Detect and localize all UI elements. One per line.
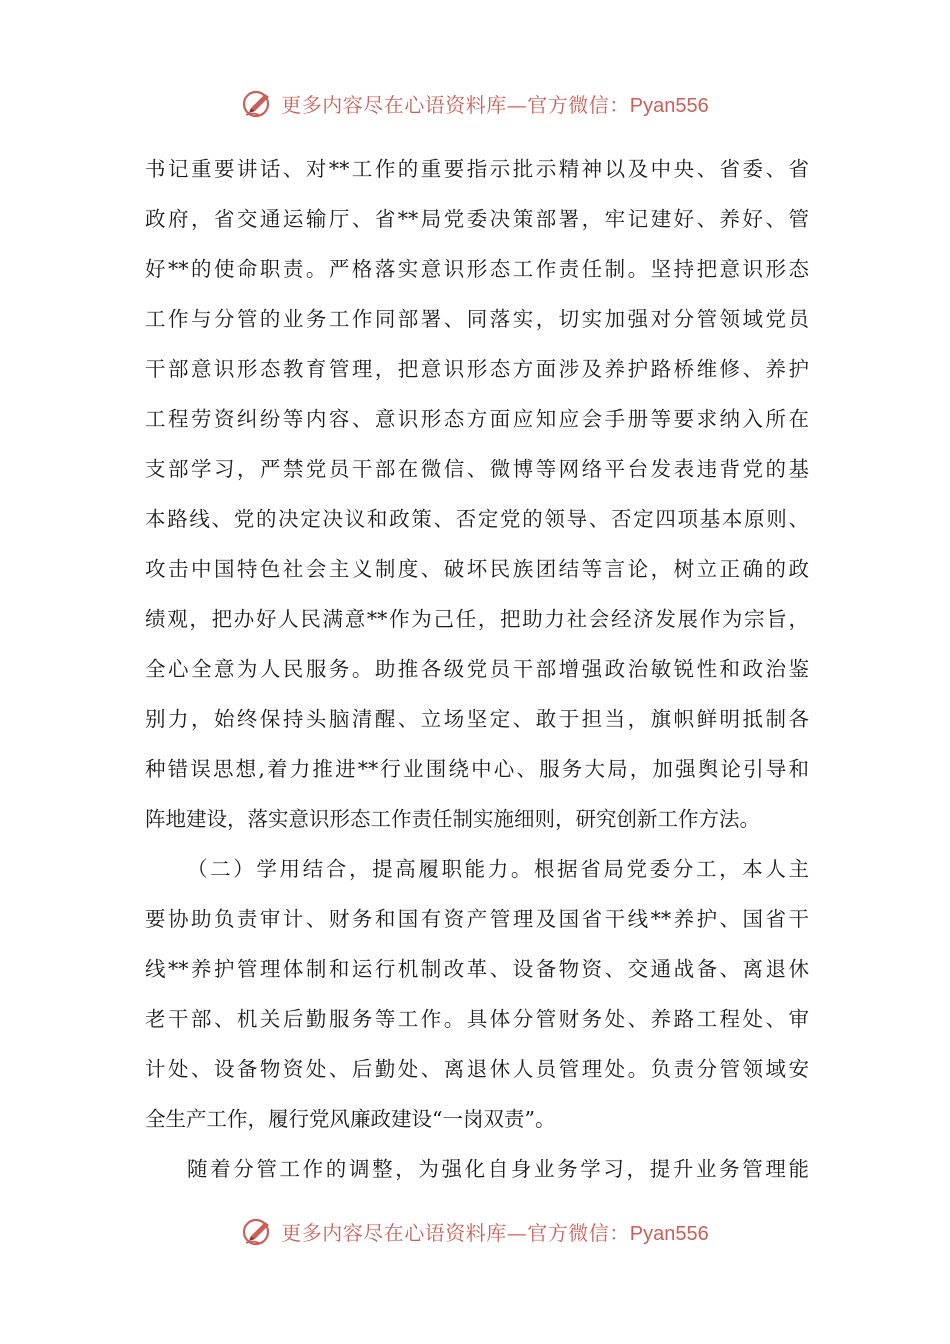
text-line: 书记重要讲话、对**工作的重要指示批示精神以及中央、省委、省: [145, 157, 809, 181]
text-line: 支部学习，严禁党员干部在微信、微博等网络平台发表违背党的基: [145, 457, 809, 481]
banner-text: 更多内容尽在心语资料库—官方微信：Pyan556: [281, 92, 709, 117]
text-line: 随着分管工作的调整，为强化自身业务学习，提升业务管理能: [187, 1157, 809, 1181]
text-line: 种错误思想,着力推进**行业围绕中心、服务大局，加强舆论引导和: [145, 757, 809, 781]
text-line: 本路线、党的决定决议和政策、否定党的领导、否定四项基本原则、: [145, 507, 809, 531]
document-body: [145, 144, 809, 1194]
text-line: 老干部、机关后勤服务等工作。具体分管财务处、养路工程处、审: [145, 1007, 809, 1031]
text-line: 干部意识形态教育管理，把意识形态方面涉及养护路桥维修、养护: [145, 357, 809, 381]
footer-banner: [0, 1211, 950, 1251]
text-line: 别力，始终保持头脑清醒、立场坚定、敢于担当，旗帜鲜明抵制各: [145, 707, 809, 731]
section-heading-line: （二）学用结合，提高履职能力。根据省局党委分工，本人主: [187, 857, 809, 881]
text-line: 全生产工作，履行党风廉政建设“一岗双责”。: [145, 1107, 556, 1131]
text-line: 线**养护管理体制和运行机制改革、设备物资、交通战备、离退休: [145, 957, 809, 981]
banner-text: 更多内容尽在心语资料库—官方微信：Pyan556: [281, 1220, 709, 1245]
text-line: 绩观，把办好人民满意**作为己任，把助力社会经济发展作为宗旨，: [145, 607, 809, 631]
text-line: 工程劳资纠纷等内容、意识形态方面应知应会手册等要求纳入所在: [145, 407, 809, 431]
text-line: 阵地建设，落实意识形态工作责任制实施细则，研究创新工作方法。: [145, 807, 760, 831]
text-line: 工作与分管的业务工作同部署、同落实，切实加强对分管领域党员: [145, 307, 809, 331]
text-line: 要协助负责审计、财务和国有资产管理及国省干线**养护、国省干: [145, 907, 809, 931]
header-banner: [0, 83, 950, 123]
pen-nib-circle-icon: [241, 86, 275, 120]
text-line: 好**的使命职责。严格落实意识形态工作责任制。坚持把意识形态: [145, 257, 809, 281]
text-line: 攻击中国特色社会主义制度、破坏民族团结等言论，树立正确的政: [145, 557, 809, 581]
wechat-id: Pyan556: [629, 1222, 709, 1245]
text-line: 政府，省交通运输厅、省**局党委决策部署，牢记建好、养好、管: [145, 207, 809, 231]
text-line: 全心全意为人民服务。助推各级党员干部增强政治敏锐性和政治鉴: [145, 657, 809, 681]
pen-nib-circle-icon: [241, 1214, 275, 1248]
wechat-id: Pyan556: [629, 94, 709, 117]
text-line: 计处、设备物资处、后勤处、离退休人员管理处。负责分管领域安: [145, 1057, 809, 1081]
